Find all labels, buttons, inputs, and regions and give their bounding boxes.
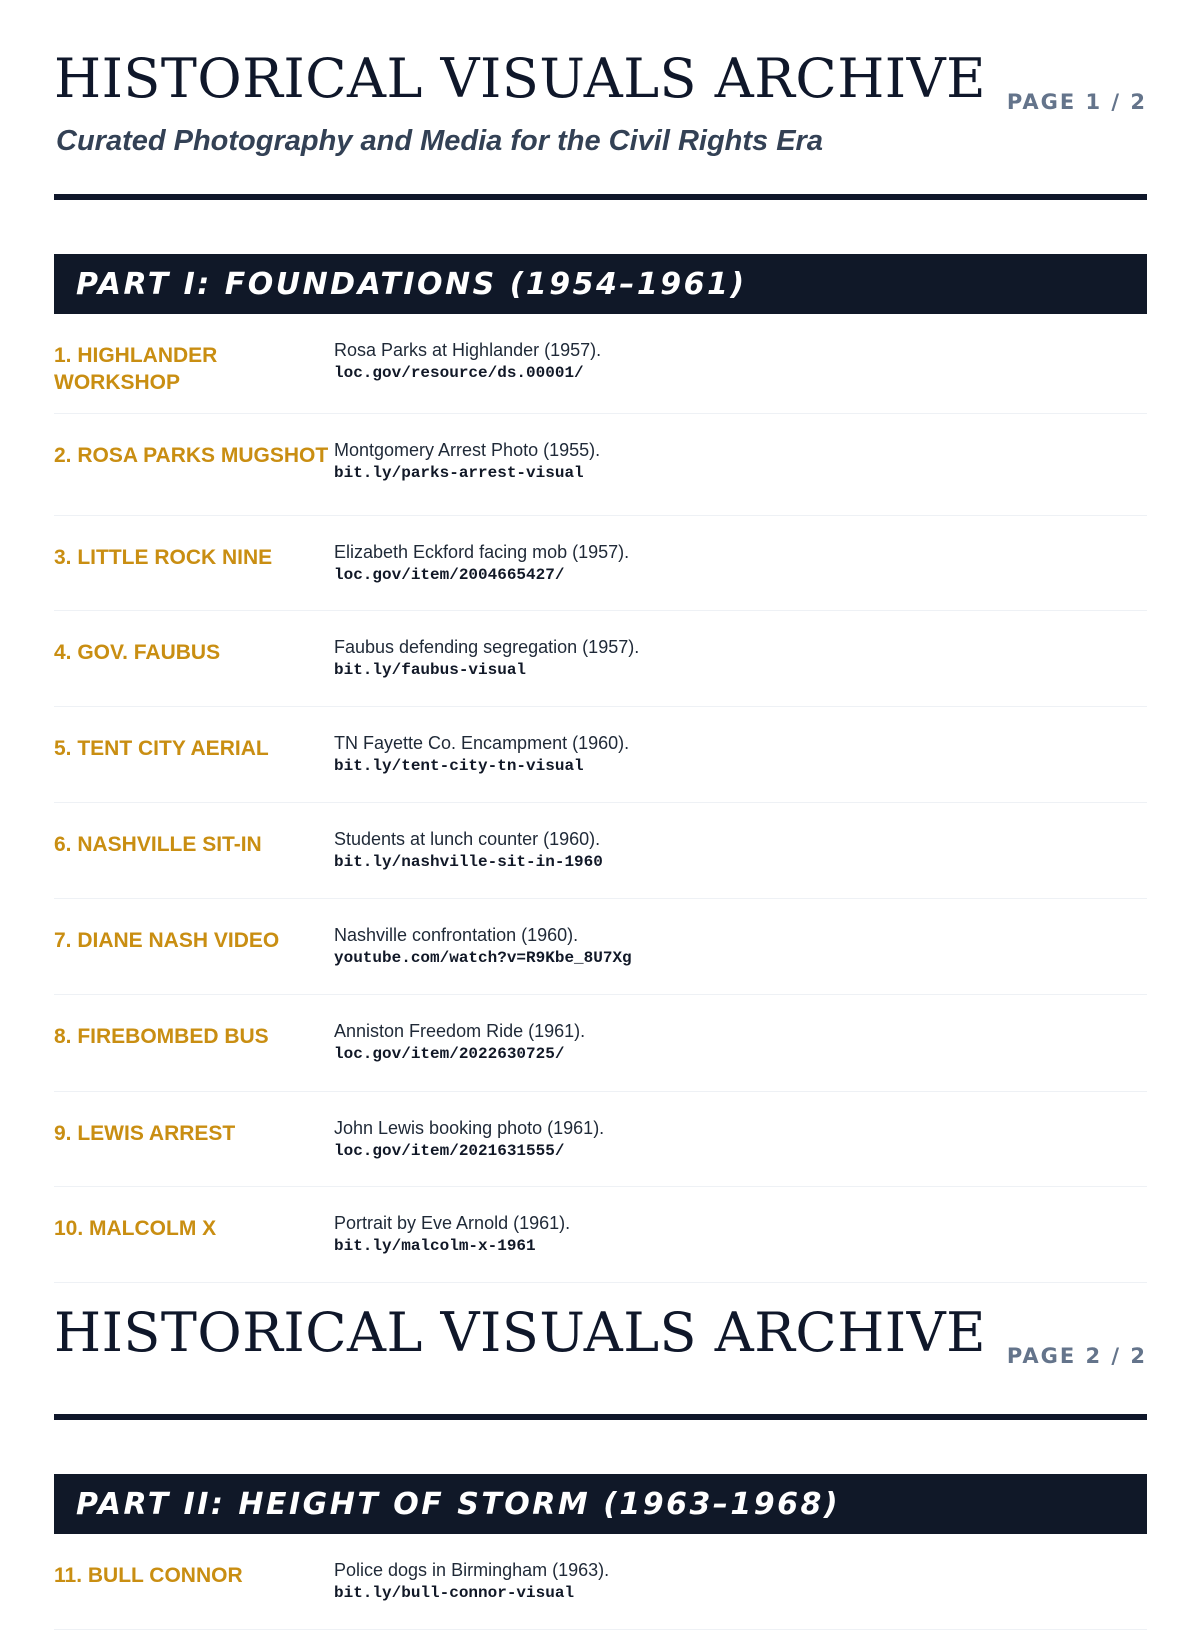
archive-entry <box>54 314 1147 414</box>
archive-entry <box>54 1092 1147 1187</box>
archive-entry <box>54 707 1147 803</box>
entry-description: Police dogs in Birmingham (1963). <box>334 1560 610 1580</box>
entry-link[interactable]: bit.ly/bull-connor-visual <box>334 1584 575 1602</box>
page-header <box>54 0 1147 200</box>
page-header <box>54 1266 1147 1420</box>
entry-title: 10. MALCOLM X <box>54 1217 217 1240</box>
archive-entry <box>54 899 1147 995</box>
entry-link[interactable]: bit.ly/parks-arrest-visual <box>334 464 584 482</box>
entry-description: TN Fayette Co. Encampment (1960). <box>334 733 630 753</box>
entry-title: 7. DIANE NASH VIDEO <box>54 929 280 952</box>
header-divider <box>54 194 1147 200</box>
entry-list <box>54 1534 1147 1630</box>
entry-description: Anniston Freedom Ride (1961). <box>334 1021 586 1041</box>
entry-title: 8. FIREBOMBED BUS <box>54 1025 269 1048</box>
entry-body <box>334 414 600 515</box>
entry-description: Elizabeth Eckford facing mob (1957). <box>334 542 630 562</box>
entry-body <box>334 707 629 802</box>
document-title: HISTORICAL VISUALS ARCHIVE <box>54 47 987 110</box>
entry-description: Montgomery Arrest Photo (1955). <box>334 440 601 460</box>
entry-body <box>334 1092 604 1186</box>
document-subtitle: Curated Photography and Media for the Civil Rights Era <box>56 125 823 157</box>
archive-entry <box>54 611 1147 707</box>
entry-title: 2. ROSA PARKS MUGSHOT <box>54 444 329 467</box>
entry-title: 9. LEWIS ARREST <box>54 1122 236 1145</box>
entry-title: 5. TENT CITY AERIAL <box>54 737 269 760</box>
entry-body <box>334 1534 609 1629</box>
entry-description: Faubus defending segregation (1957). <box>334 637 640 657</box>
document-title: HISTORICAL VISUALS ARCHIVE <box>54 1301 987 1364</box>
entry-link[interactable]: loc.gov/item/2022630725/ <box>334 1045 565 1063</box>
entry-link[interactable]: bit.ly/tent-city-tn-visual <box>334 757 584 775</box>
entry-link[interactable]: bit.ly/faubus-visual <box>334 661 527 679</box>
entry-link[interactable]: bit.ly/nashville-sit-in-1960 <box>334 853 603 871</box>
page-number: PAGE 2 / 2 <box>1006 1344 1147 1368</box>
entry-description: John Lewis booking photo (1961). <box>334 1118 605 1138</box>
entry-description: Students at lunch counter (1960). <box>334 829 601 849</box>
entry-title: 1. HIGHLANDER WORKSHOP <box>54 344 218 394</box>
entry-link[interactable]: youtube.com/watch?v=R9Kbe_8U7Xg <box>334 949 632 967</box>
entry-body <box>334 611 639 706</box>
entry-link[interactable]: loc.gov/item/2004665427/ <box>334 566 565 584</box>
entry-list <box>54 314 1147 1283</box>
archive-page-1 <box>54 0 1147 1283</box>
entry-description: Rosa Parks at Highlander (1957). <box>334 340 602 360</box>
entry-body <box>334 995 585 1091</box>
archive-entry <box>54 516 1147 611</box>
archive-entry <box>54 414 1147 516</box>
page-number: PAGE 1 / 2 <box>1006 90 1147 114</box>
entry-body <box>334 803 603 898</box>
entry-body <box>334 314 601 413</box>
archive-entry <box>54 995 1147 1092</box>
section-part-2 <box>54 1474 1147 1630</box>
archive-entry <box>54 803 1147 899</box>
entry-title: 4. GOV. FAUBUS <box>54 641 221 664</box>
entry-link[interactable]: bit.ly/malcolm-x-1961 <box>334 1237 536 1255</box>
archive-entry <box>54 1534 1147 1630</box>
archive-page-2 <box>54 1266 1147 1630</box>
section-heading: PART II: HEIGHT OF STORM (1963–1968) <box>54 1474 1147 1534</box>
entry-title: 6. NASHVILLE SIT-IN <box>54 833 262 856</box>
entry-body <box>334 899 632 994</box>
section-part-1 <box>54 254 1147 1283</box>
entry-description: Portrait by Eve Arnold (1961). <box>334 1213 571 1233</box>
entry-description: Nashville confrontation (1960). <box>334 925 579 945</box>
entry-link[interactable]: loc.gov/item/2021631555/ <box>334 1142 565 1160</box>
header-divider <box>54 1414 1147 1420</box>
entry-link[interactable]: loc.gov/resource/ds.00001/ <box>334 364 584 382</box>
entry-title: 3. LITTLE ROCK NINE <box>54 546 273 569</box>
section-heading: PART I: FOUNDATIONS (1954–1961) <box>54 254 1147 314</box>
entry-title: 11. BULL CONNOR <box>54 1564 243 1587</box>
entry-body <box>334 516 629 610</box>
